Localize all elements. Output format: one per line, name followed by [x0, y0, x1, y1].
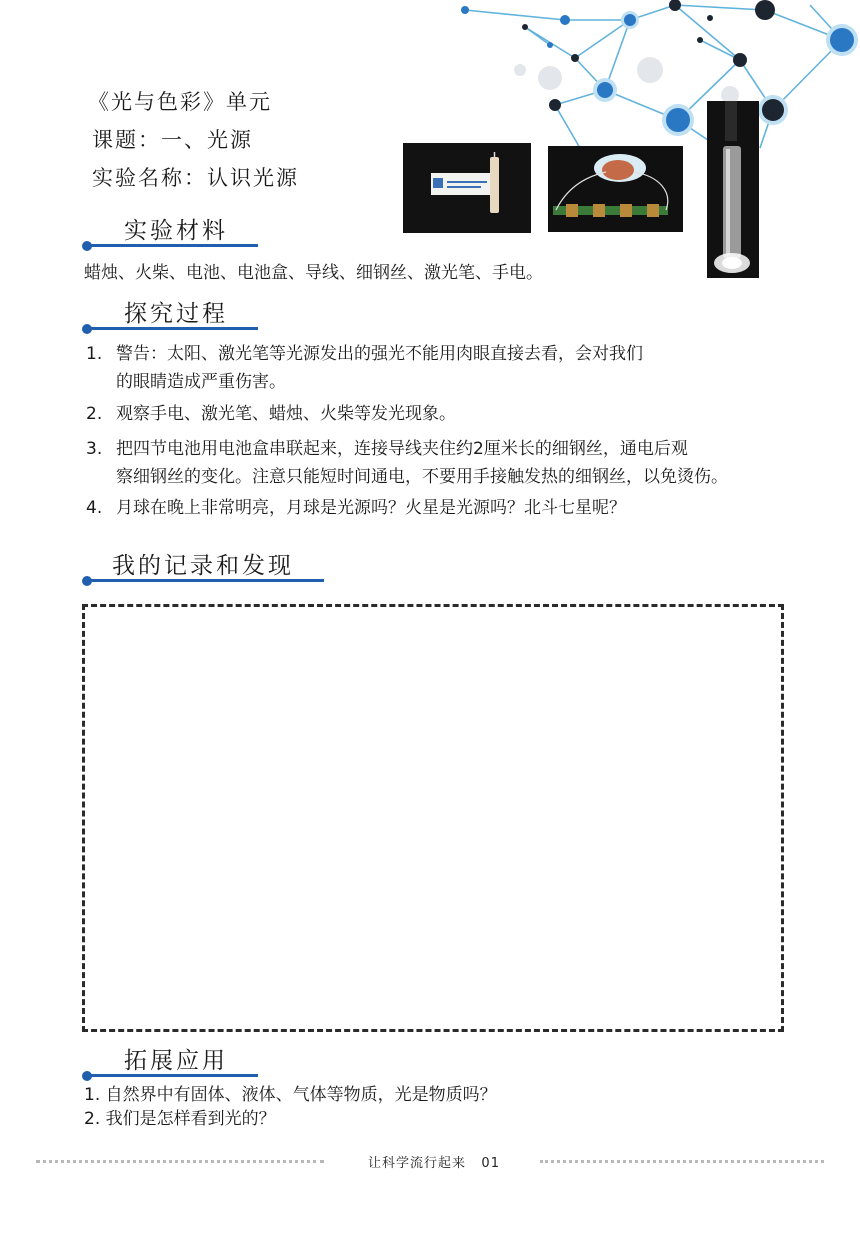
item-text-line: 察细钢丝的变化。注意只能短时间通电，不要用手接触发热的细钢丝，以免烫伤。: [116, 467, 728, 487]
item-number: 1.: [86, 344, 103, 364]
item-text-line: 月球在晚上非常明亮，月球是光源吗？火星是光源吗？北斗七星呢？: [116, 498, 626, 518]
footer-slogan: [368, 1152, 500, 1171]
heading-underline: [88, 244, 258, 247]
heading-underline: [88, 1074, 258, 1077]
extension-heading: 拓展应用: [124, 1048, 228, 1074]
candle-matches-photo: [403, 143, 531, 233]
footer-slogan-text: 让科学流行起来: [368, 1156, 467, 1171]
record-heading: 我的记录和发现: [112, 553, 294, 579]
item-number: 4.: [86, 498, 103, 518]
topic-title: 课题：一、光源: [92, 128, 253, 152]
materials-list: 蜡烛、火柴、电池、电池盒、导线、细钢丝、激光笔、手电。: [84, 263, 543, 283]
materials-heading: 实验材料: [124, 218, 228, 244]
process-item: [86, 340, 826, 396]
process-item: [86, 435, 846, 491]
process-item: [86, 400, 826, 428]
item-text-line: 观察手电、激光笔、蜡烛、火柴等发光现象。: [116, 404, 456, 424]
circuit-photo: [548, 146, 683, 232]
heading-underline: [88, 327, 258, 330]
item-number: 3.: [86, 439, 103, 459]
flashlight-photo: [707, 101, 759, 278]
item-text-line: 的眼睛造成严重伤害。: [116, 372, 286, 392]
footer-dotted-rule-left: [36, 1160, 324, 1163]
process-heading: 探究过程: [124, 301, 228, 327]
unit-title: 《光与色彩》单元: [88, 90, 272, 114]
extension-question: 1. 自然界中有固体、液体、气体等物质，光是物质吗？: [84, 1085, 497, 1105]
experiment-name: 实验名称：认识光源: [92, 166, 299, 190]
process-item: [86, 494, 826, 522]
heading-underline: [88, 579, 324, 582]
page-number: 01: [481, 1156, 500, 1171]
extension-question: 2. 我们是怎样看到光的？: [84, 1109, 276, 1129]
item-text-line: 警告：太阳、激光笔等光源发出的强光不能用肉眼直接去看，会对我们: [116, 344, 643, 364]
molecule-decoration: [430, 0, 860, 150]
record-box[interactable]: [82, 604, 784, 1032]
footer-dotted-rule-right: [540, 1160, 824, 1163]
item-number: 2.: [86, 404, 103, 424]
item-text-line: 把四节电池用电池盒串联起来，连接导线夹住约2厘米长的细钢丝，通电后观: [116, 439, 688, 459]
